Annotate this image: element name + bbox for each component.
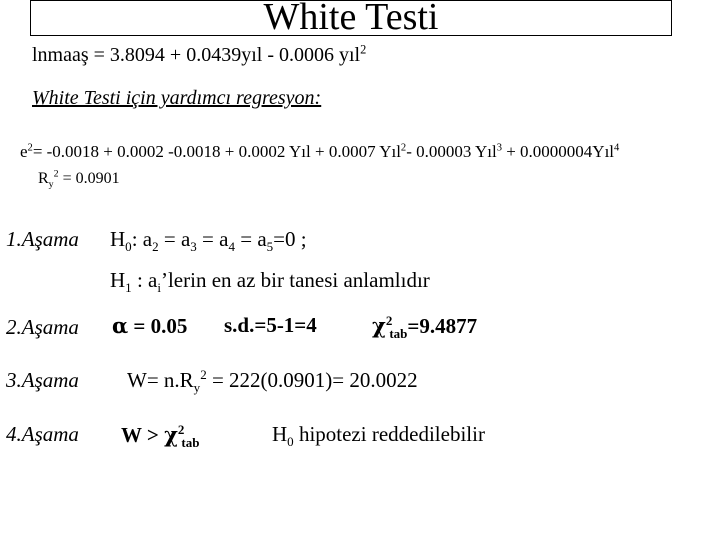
aux-term: - 0.00003 Yıl [406,142,497,161]
a5-sub: 5 [266,239,274,255]
chi-sup: 2 [385,313,393,328]
chi-symbol: χ [164,422,178,447]
w-sub: y [193,380,201,396]
aux-term: e [20,142,28,161]
h0-text: : a [131,227,153,251]
chi-value: =9.4877 [407,314,478,338]
h0-text: =0 ; [273,227,307,251]
degrees-of-freedom: s.d.=5-1=4 [224,313,317,337]
h0-symbol: H [110,227,126,251]
step-2-label: 2.Aşama [6,315,79,339]
model-exponent: 2 [360,42,367,57]
alpha-symbol: α [112,313,129,338]
model-equation [32,44,366,67]
step-3-label: 3.Aşama [6,368,79,392]
h0-text: = a [196,227,229,251]
a4-sub: 4 [228,239,235,255]
alpha-value: = 0.05 [128,314,188,338]
aux-heading: White Testi için yardımcı regresyon: [32,87,322,109]
r-sub: y [48,179,54,191]
w-compare-text: W > [121,423,165,447]
step-1-label: 1.Aşama [6,227,79,251]
conclusion-text: hipotezi reddedilebilir [293,422,485,446]
ai-sub: i [157,280,161,296]
h1-hypothesis [110,268,430,296]
title-box [30,0,672,36]
h0-text: = a [234,227,267,251]
w-text: W= n.R [127,368,194,392]
h0-hypothesis [110,227,307,255]
a2-sub: 2 [152,239,159,255]
aux-exp: 2 [27,142,33,154]
chi-sub: tab [389,326,408,342]
aux-term: + 0.0000004Yıl [501,142,615,161]
page-title: White Testi [263,0,439,38]
h1-text: : a [131,268,158,292]
r-symbol: R [38,170,49,187]
h0-sub: 0 [125,239,132,255]
w-value: = 222(0.0901)= 20.0022 [206,368,418,392]
h1-symbol: H [110,268,126,292]
chi-square-critical [372,313,478,342]
w-sup: 2 [200,367,207,382]
chi-sub: tab [181,435,200,451]
conclusion [272,422,485,450]
chi-sup: 2 [177,422,185,437]
aux-exp: 4 [614,142,620,154]
aux-exp: 3 [496,142,502,154]
step-4-label: 4.Aşama [6,422,79,446]
aux-term: = -0.0018 + 0.0002 -0.0018 + 0.0002 Yıl + 0.0007 Yıl [32,142,401,161]
aux-exp: 2 [400,142,407,154]
w-statistic [127,367,418,396]
h0-text: = a [158,227,191,251]
r-sup: 2 [53,168,59,180]
conclusion-sub: 0 [287,434,294,450]
h1-sub: 1 [125,280,132,296]
chi-symbol: χ [372,313,386,338]
conclusion-h: H [272,422,288,446]
model-equation-text: lnmaaş = 3.8094 + 0.0439yıl - 0.0006 yıl [32,44,361,66]
alpha-level [112,313,187,339]
aux-equation [20,142,619,162]
a3-sub: 3 [190,239,197,255]
h1-text: ’lerin en az bir tanesi anlamlıdır [160,268,430,292]
r-value: = 0.0901 [58,170,120,187]
r-squared [38,168,120,191]
w-comparison [121,422,200,451]
